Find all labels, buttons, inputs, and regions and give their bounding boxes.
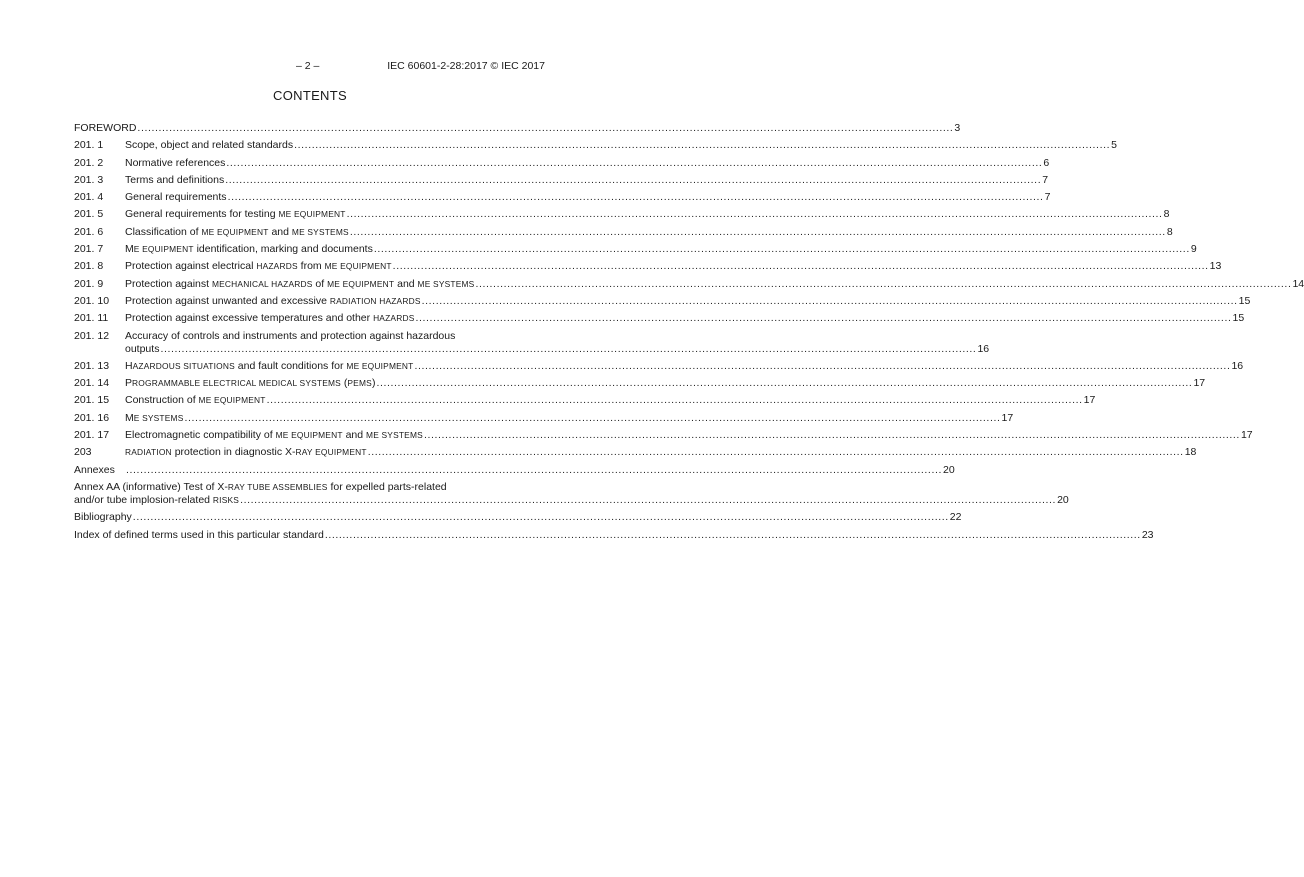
- toc-entry-201-9[interactable]: 201. 9 Protection against MECHANICAL HAZARDS of ME EQUIPMENT and ME SYSTEMS ..... 14: [74, 278, 546, 295]
- toc-entry-201-15[interactable]: 201. 15 Construction of ME EQUIPMENT ..... 17: [74, 394, 546, 411]
- toc-entry-201-16[interactable]: 201. 16 ME SYSTEMS ..... 17: [74, 412, 546, 429]
- standard-identifier: IEC 60601-2-28:2017 © IEC 2017: [387, 60, 545, 72]
- toc-entry-201-6[interactable]: 201. 6 Classification of ME EQUIPMENT and ME SYSTEMS ..... 8: [74, 226, 546, 243]
- toc-entry-201-8[interactable]: 201. 8 Protection against electrical HAZARDS from ME EQUIPMENT ..... 13: [74, 260, 546, 277]
- toc-entry-annexes[interactable]: Annexes ..... 20: [74, 464, 546, 481]
- toc-entry-201-11[interactable]: 201. 11 Protection against excessive temperatures and other HAZARDS ..... 15: [74, 312, 546, 329]
- toc-entry-index[interactable]: Index of defined terms used in this particular standard ..... 23: [74, 529, 546, 546]
- toc-entry-201-7[interactable]: 201. 7 ME EQUIPMENT identification, marking and documents ..... 9: [74, 243, 546, 260]
- toc-entry-201-1[interactable]: 201. 1 Scope, object and related standards ..... 5: [74, 139, 546, 156]
- toc-entry-203[interactable]: 203 RADIATION protection in diagnostic X-RAY EQUIPMENT ..... 18: [74, 446, 546, 463]
- toc-entry-foreword[interactable]: FOREWORD ..... 3: [74, 122, 546, 139]
- toc-entry-annex-aa[interactable]: Annex AA (informative) Test of X-RAY TUBE ASSEMBLIES for expelled parts-related and/or tube implosion-related RISKS ..... 20: [74, 481, 546, 511]
- toc-entry-201-5[interactable]: 201. 5 General requirements for testing ME EQUIPMENT ..... 8: [74, 208, 546, 225]
- toc-entry-201-3[interactable]: 201. 3 Terms and definitions ..... 7: [74, 174, 546, 191]
- table-of-contents: [74, 122, 1304, 546]
- toc-entry-201-12[interactable]: 201. 12 Accuracy of controls and instruments and protection against hazardous outputs ..... 16: [74, 330, 546, 360]
- page-title: CONTENTS: [273, 88, 347, 103]
- toc-entry-201-2[interactable]: 201. 2 Normative references ..... 6: [74, 157, 546, 174]
- page-number: – 2 –: [296, 60, 320, 72]
- toc-entry-201-10[interactable]: 201. 10 Protection against unwanted and excessive RADIATION HAZARDS ..... 15: [74, 295, 546, 312]
- toc-entry-201-13[interactable]: 201. 13 HAZARDOUS SITUATIONS and fault conditions for ME EQUIPMENT ..... 16: [74, 360, 546, 377]
- toc-entry-bibliography[interactable]: Bibliography ..... 22: [74, 511, 546, 528]
- toc-entry-201-4[interactable]: 201. 4 General requirements ..... 7: [74, 191, 546, 208]
- toc-entry-201-17[interactable]: 201. 17 Electromagnetic compatibility of ME EQUIPMENT and ME SYSTEMS ..... 17: [74, 429, 546, 446]
- toc-entry-201-14[interactable]: 201. 14 PROGRAMMABLE ELECTRICAL MEDICAL SYSTEMS (PEMS) ..... 17: [74, 377, 546, 394]
- page-header: [0, 60, 620, 74]
